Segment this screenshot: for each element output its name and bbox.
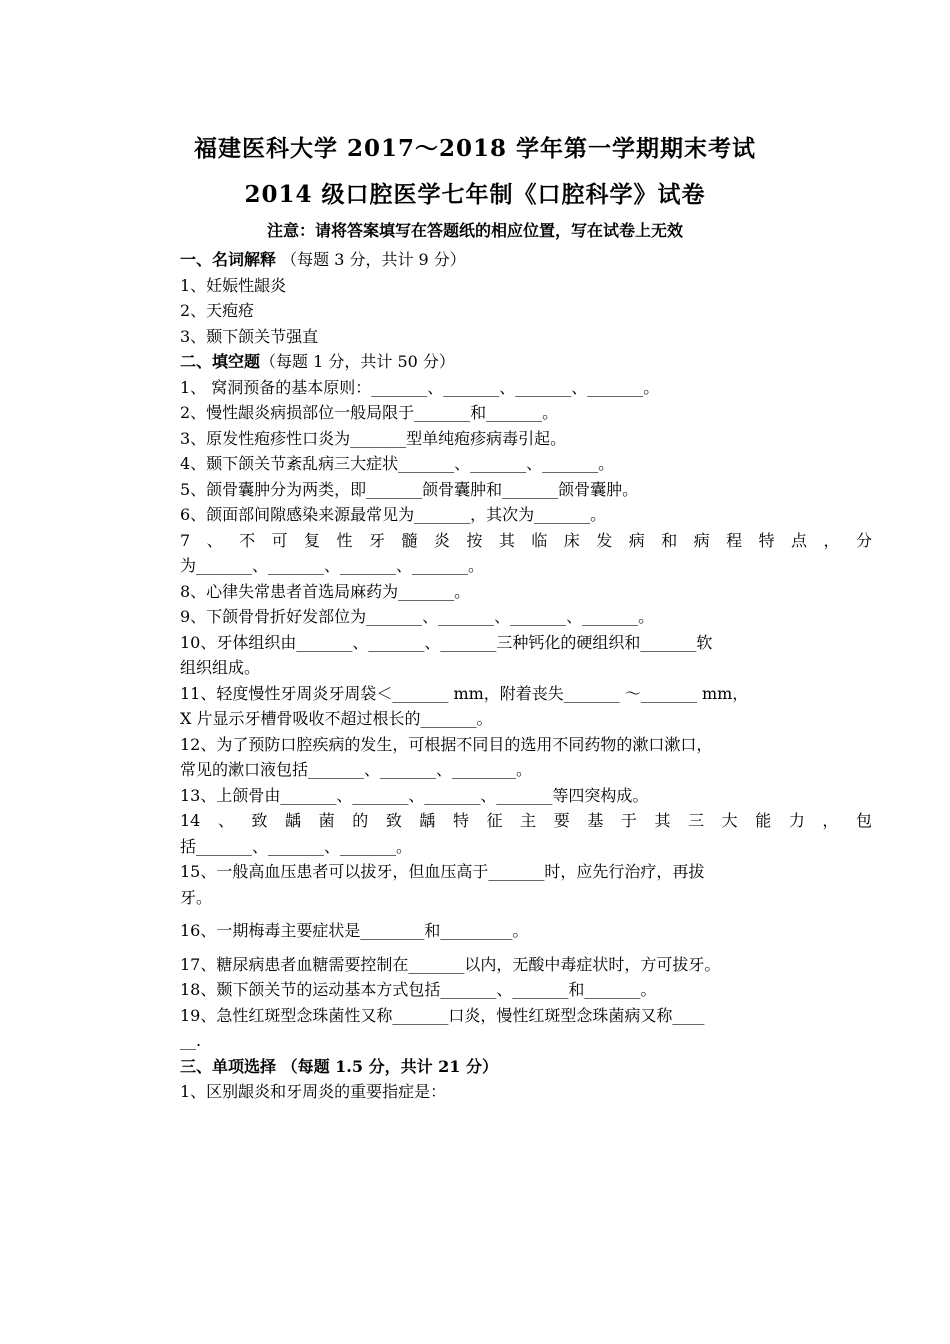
question-item: 18、颞下颌关节的运动基本方式包括_______、_______和_______。 bbox=[180, 980, 657, 999]
question-item: 7、不可复性牙髓炎按其临床发病和病程特点，分 bbox=[180, 530, 872, 550]
spacer bbox=[180, 944, 872, 952]
exam-notice: 注意：请将答案填写在答题纸的相应位置，写在试卷上无效 bbox=[266, 221, 683, 240]
question-item: 12、为了预防口腔疾病的发生，可根据不同目的选用不同药物的漱口漱口， bbox=[180, 734, 713, 754]
question-item-continued: 为_______、_______、_______、_______。 bbox=[180, 556, 485, 575]
exam-subtitle: 2014 级口腔医学七年制《口腔科学》试卷 bbox=[244, 181, 706, 208]
question-item: 3、原发性疱疹性口炎为_______型单纯疱疹病毒引起。 bbox=[180, 428, 567, 448]
question-item-continued: 牙。 bbox=[180, 887, 213, 907]
question-item: 2、天疱疮 bbox=[180, 301, 255, 320]
question-item: 5、颌骨囊肿分为两类，即_______颌骨囊肿和_______颌骨囊肿。 bbox=[180, 479, 639, 499]
question-item: 2、慢性龈炎病损部位一般局限于_______和_______。 bbox=[180, 403, 559, 422]
section-heading-single-choice: 三、单项选择 （每题 1.5 分，共计 21 分） bbox=[180, 1056, 498, 1076]
question-item: 4、颞下颌关节紊乱病三大症状_______、_______、_______。 bbox=[180, 454, 615, 473]
question-item-continued: 常见的漱口液包括_______、_______、________。 bbox=[180, 760, 533, 779]
question-item: 3、颞下颌关节强直 bbox=[180, 326, 319, 346]
question-item: 11、轻度慢性牙周炎牙周袋＜_______ mm，附着丧失_______ ～_______ mm， bbox=[180, 683, 749, 703]
question-item: 14、致龋菌的致龋特征主要基于其三大能力，包 bbox=[180, 811, 872, 830]
question-item: 19、急性红斑型念珠菌性又称_______口炎，慢性红斑型念珠菌病又称____ bbox=[180, 1005, 705, 1025]
question-item: 17、糖尿病患者血糖需要控制在_______以内，无酸中毒症状时，方可拔牙。 bbox=[180, 954, 721, 974]
question-item: 9、下颌骨骨折好发部位为_______、_______、_______、_______。 bbox=[180, 607, 655, 626]
exam-body bbox=[180, 247, 872, 1105]
question-item-continued: 括_______、_______、_______。 bbox=[180, 836, 413, 856]
exam-title: 福建医科大学 2017～2018 学年第一学期期末考试 bbox=[193, 135, 757, 162]
question-item: 1、区别龈炎和牙周炎的重要指症是： bbox=[180, 1082, 447, 1101]
question-item: 1、 窝洞预备的基本原则：_______、_______、_______、_______。 bbox=[180, 377, 660, 397]
question-item: 6、颌面部间隙感染来源最常见为_______，其次为_______。 bbox=[180, 505, 607, 524]
question-item: 8、心律失常患者首选局麻药为_______。 bbox=[180, 581, 471, 601]
question-item: 15、一般高血压患者可以拔牙，但血压高于_______时，应先行治疗，再拔 bbox=[180, 862, 705, 881]
question-item: 1、妊娠性龈炎 bbox=[180, 275, 287, 295]
spacer bbox=[180, 910, 872, 918]
question-item-continued: 组织组成。 bbox=[180, 658, 261, 677]
section-heading-fill-blank: 二、填空题（每题 1 分，共计 50 分） bbox=[180, 352, 455, 371]
question-item: 13、上颌骨由_______、_______、_______、_______等四突构成。 bbox=[180, 785, 649, 805]
question-item-continued: __. bbox=[180, 1031, 202, 1050]
question-item-continued: X 片显示牙槽骨吸收不超过根长的_______。 bbox=[180, 709, 493, 728]
question-item: 10、牙体组织由_______、_______、_______三种钙化的硬组织和_______软 bbox=[180, 632, 713, 652]
section-heading-terms: 一、名词解释 （每题 3 分，共计 9 分） bbox=[180, 250, 466, 269]
question-item: 16、一期梅毒主要症状是________和_________。 bbox=[180, 921, 529, 940]
